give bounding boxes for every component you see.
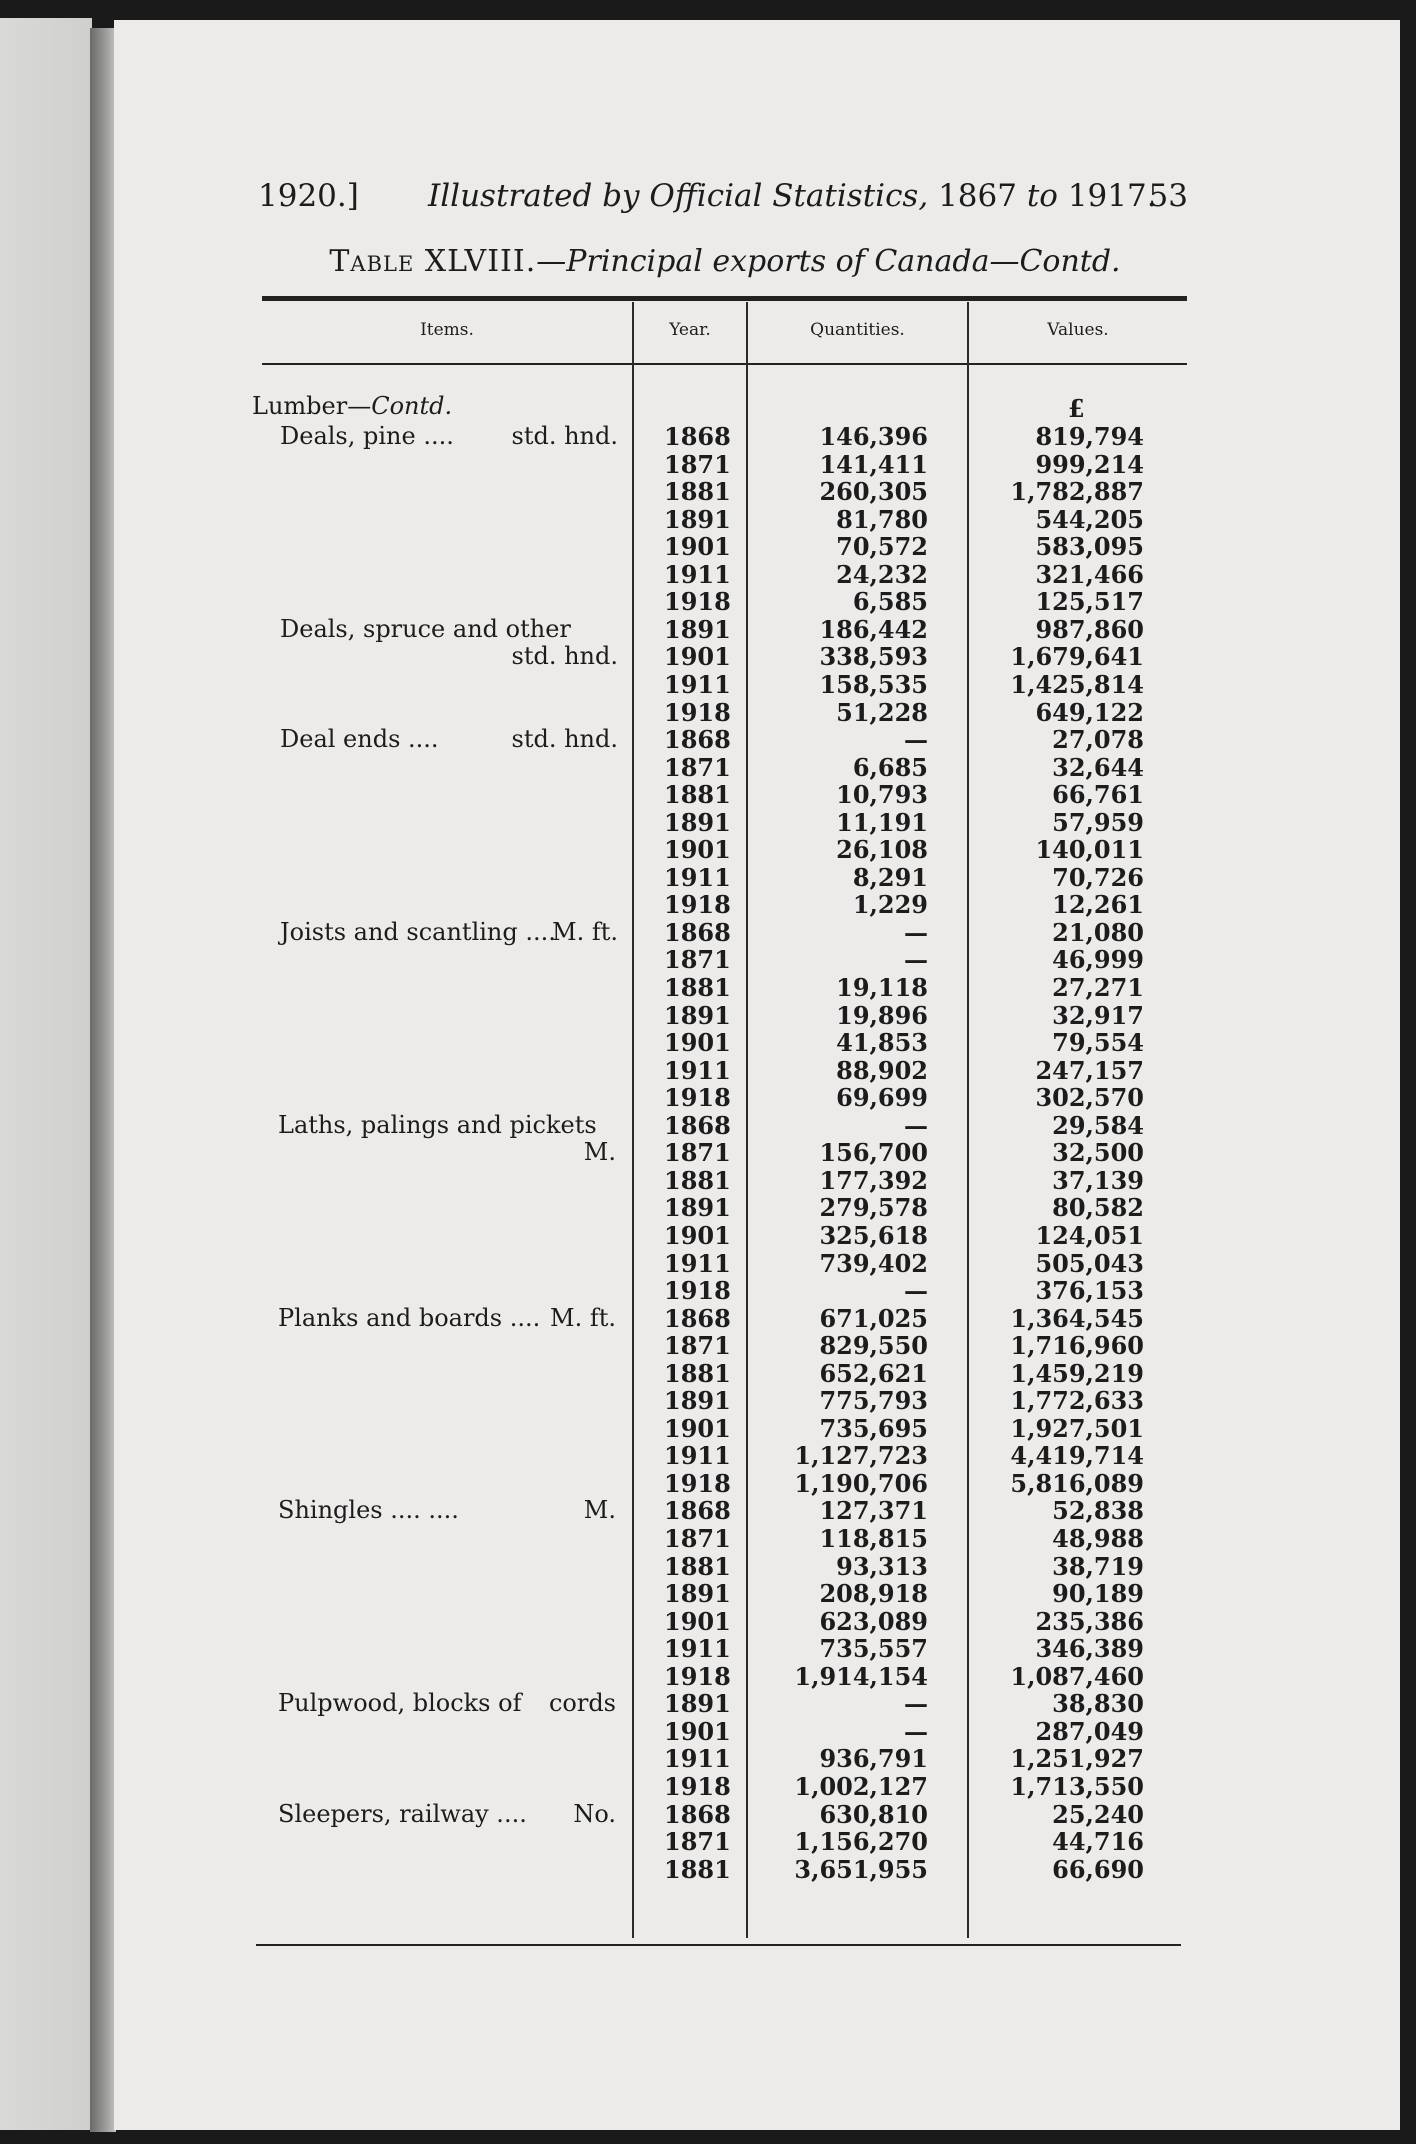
table-row <box>640 1332 1160 1360</box>
table-row <box>640 699 1160 727</box>
item-label-line <box>278 1690 616 1718</box>
quantity-cell: 26,108 <box>836 835 928 865</box>
year-cell: 1901 <box>664 1606 731 1636</box>
value-cell: 25,240 <box>1052 1799 1144 1829</box>
quantity-cell: 81,780 <box>836 504 928 534</box>
table-row <box>640 864 1160 892</box>
table-row <box>640 1773 1160 1801</box>
column-header-quantities: Quantities. <box>810 320 905 340</box>
quantity-cell: 671,025 <box>819 1303 928 1333</box>
table-label: Table XLVIII. <box>329 244 537 279</box>
year-cell: 1891 <box>664 504 731 534</box>
table-row <box>640 1029 1160 1057</box>
quantity-cell: 1,156,270 <box>794 1827 928 1857</box>
section-contd: Contd. <box>371 392 453 420</box>
year-cell: 1911 <box>664 1055 731 1085</box>
table-row <box>640 1139 1160 1167</box>
year-cell: 1891 <box>664 1579 731 1609</box>
quantity-cell: 158,535 <box>819 669 928 699</box>
running-head-title <box>428 178 1157 214</box>
table-bottom-rule <box>256 1944 1181 1946</box>
table-row <box>640 891 1160 919</box>
quantity-cell: 141,411 <box>819 449 928 479</box>
year-cell: 1871 <box>664 945 731 975</box>
table-row <box>640 946 1160 974</box>
year-cell: 1901 <box>664 642 731 672</box>
year-cell: 1871 <box>664 1331 731 1361</box>
item-name: Deal ends .... <box>280 725 439 754</box>
year-cell: 1901 <box>664 835 731 865</box>
value-cell: 80,582 <box>1052 1193 1144 1223</box>
table-row <box>640 1387 1160 1415</box>
item-name: Shingles .... .... <box>278 1496 459 1525</box>
quantity-cell: 6,585 <box>852 587 928 617</box>
item-name: Laths, palings and pickets <box>278 1110 597 1139</box>
table-row <box>640 809 1160 837</box>
value-cell: 321,466 <box>1035 559 1144 589</box>
section-heading <box>252 392 452 420</box>
year-cell: 1918 <box>664 697 731 727</box>
table-row <box>640 1112 1160 1140</box>
quantity-cell: 279,578 <box>819 1193 928 1223</box>
year-cell: 1901 <box>664 1220 731 1250</box>
item-label <box>278 1497 616 1525</box>
quantity-cell: 41,853 <box>836 1028 928 1058</box>
year-cell: 1891 <box>664 1000 731 1030</box>
table-row <box>640 1194 1160 1222</box>
item-label <box>278 1801 616 1829</box>
quantity-cell: — <box>904 1689 928 1719</box>
value-cell: 48,988 <box>1052 1524 1144 1553</box>
quantity-cell: 70,572 <box>836 532 928 562</box>
value-cell: 27,271 <box>1052 973 1144 1002</box>
header-bottom-rule <box>262 363 1187 365</box>
item-unit: No. <box>573 1799 616 1828</box>
value-cell: 57,959 <box>1052 807 1144 837</box>
running-head-title-end: 1917. <box>1067 178 1157 214</box>
value-cell: 544,205 <box>1035 504 1144 534</box>
item-name: Sleepers, railway .... <box>278 1799 527 1828</box>
value-cell: 1,087,460 <box>1010 1661 1144 1691</box>
quantity-cell: 739,402 <box>819 1248 928 1278</box>
quantity-cell: 936,791 <box>819 1744 928 1774</box>
table-row <box>640 1277 1160 1305</box>
table-row <box>640 616 1160 644</box>
quantity-cell: 19,118 <box>836 973 928 1002</box>
value-cell: 505,043 <box>1035 1248 1144 1278</box>
item-unit: M. <box>583 1138 616 1167</box>
table-row <box>640 1497 1160 1525</box>
table-row <box>640 478 1160 506</box>
quantity-cell: — <box>904 917 928 947</box>
value-cell: 4,419,714 <box>1010 1441 1144 1471</box>
quantity-cell: 3,651,955 <box>794 1854 928 1884</box>
quantity-cell: 1,002,127 <box>794 1771 928 1801</box>
value-cell: 29,584 <box>1052 1110 1144 1140</box>
item-label-line <box>280 616 618 644</box>
value-cell: 32,917 <box>1052 1000 1144 1030</box>
quantity-cell: — <box>904 1716 928 1746</box>
year-cell: 1871 <box>664 752 731 782</box>
table-row <box>640 588 1160 616</box>
table-caption: —Principal exports of Canada—Contd. <box>536 244 1121 279</box>
facing-page-edge <box>0 18 92 2130</box>
item-unit: M. ft. <box>550 1303 616 1332</box>
year-cell: 1911 <box>664 862 731 892</box>
year-cell: 1911 <box>664 1248 731 1278</box>
value-cell: 1,713,550 <box>1010 1771 1144 1801</box>
item-unit: std. hnd. <box>511 422 618 450</box>
value-cell: 302,570 <box>1035 1083 1144 1113</box>
year-cell: 1911 <box>664 669 731 699</box>
quantity-cell: 208,918 <box>819 1579 928 1609</box>
table-row <box>640 671 1160 699</box>
item-unit: M. ft. <box>552 917 618 946</box>
table-row <box>640 781 1160 809</box>
year-cell: 1868 <box>664 1496 731 1526</box>
table-row <box>640 506 1160 534</box>
quantity-cell: 1,229 <box>852 890 928 920</box>
table-row <box>640 1525 1160 1553</box>
table-row <box>640 451 1160 479</box>
year-cell: 1918 <box>664 890 731 920</box>
year-cell: 1911 <box>664 559 731 589</box>
quantity-cell: — <box>904 1276 928 1306</box>
year-cell: 1918 <box>664 1661 731 1691</box>
column-header-year: Year. <box>669 320 711 340</box>
value-cell: 1,782,887 <box>1010 477 1144 507</box>
quantity-cell: 260,305 <box>819 477 928 507</box>
table-row <box>640 1856 1160 1884</box>
table-row <box>640 1553 1160 1581</box>
currency-symbol: £ <box>1068 394 1085 423</box>
table-top-rule <box>262 296 1187 301</box>
quantity-cell: 186,442 <box>819 614 928 644</box>
value-cell: 66,761 <box>1052 780 1144 810</box>
value-cell: 1,459,219 <box>1010 1358 1144 1388</box>
running-head-title-italic: Illustrated by Official Statistics, <box>428 178 929 214</box>
item-label <box>278 1690 616 1718</box>
table-row <box>640 643 1160 671</box>
table-row <box>640 1442 1160 1470</box>
value-cell: 46,999 <box>1052 945 1144 975</box>
item-name: Deals, pine .... <box>280 422 454 450</box>
value-cell: 52,838 <box>1052 1496 1144 1526</box>
quantity-cell: 118,815 <box>819 1524 928 1553</box>
table-row <box>640 1635 1160 1663</box>
item-name: Joists and scantling .... <box>280 917 556 946</box>
year-cell: 1868 <box>664 1110 731 1140</box>
table-title <box>260 244 1190 279</box>
table-row <box>640 1580 1160 1608</box>
value-cell: 247,157 <box>1035 1055 1144 1085</box>
year-cell: 1868 <box>664 422 731 451</box>
table-row <box>640 533 1160 561</box>
year-cell: 1891 <box>664 1386 731 1416</box>
table-row <box>640 836 1160 864</box>
quantity-cell: 93,313 <box>836 1551 928 1581</box>
quantity-cell: 11,191 <box>836 807 928 837</box>
year-cell: 1881 <box>664 973 731 1002</box>
year-cell: 1891 <box>664 1193 731 1223</box>
value-cell: 5,816,089 <box>1010 1468 1144 1498</box>
value-cell: 44,716 <box>1052 1827 1144 1857</box>
quantity-cell: 127,371 <box>819 1496 928 1526</box>
quantity-cell: 88,902 <box>836 1055 928 1085</box>
quantity-cell: 10,793 <box>836 780 928 810</box>
item-unit: M. <box>583 1496 616 1525</box>
value-cell: 649,122 <box>1035 697 1144 727</box>
quantity-cell: 177,392 <box>819 1165 928 1195</box>
value-cell: 66,690 <box>1052 1854 1144 1884</box>
item-label <box>280 423 618 451</box>
value-cell: 1,927,501 <box>1010 1413 1144 1443</box>
item-label <box>278 1112 616 1167</box>
value-cell: 37,139 <box>1052 1165 1144 1195</box>
column-header-values: Values. <box>1047 320 1109 340</box>
quantity-cell: 1,127,723 <box>794 1441 928 1471</box>
table-row <box>640 1084 1160 1112</box>
value-cell: 1,772,633 <box>1010 1386 1144 1416</box>
table-row <box>640 1002 1160 1030</box>
year-cell: 1901 <box>664 1716 731 1746</box>
quantity-cell: 156,700 <box>819 1138 928 1168</box>
item-name: Planks and boards .... <box>278 1303 541 1332</box>
item-label-line <box>278 1305 616 1333</box>
item-unit: cords <box>548 1689 616 1718</box>
quantity-cell: 829,550 <box>819 1331 928 1361</box>
year-cell: 1901 <box>664 1028 731 1058</box>
table-row <box>640 1690 1160 1718</box>
page-number: 53 <box>1148 178 1188 214</box>
year-cell: 1871 <box>664 1827 731 1857</box>
item-label-line <box>280 726 618 754</box>
value-cell: 346,389 <box>1035 1634 1144 1664</box>
quantity-cell: 325,618 <box>819 1220 928 1250</box>
value-cell: 70,726 <box>1052 862 1144 892</box>
year-cell: 1918 <box>664 1276 731 1306</box>
running-head-title-years: 1867 <box>938 178 1017 214</box>
value-cell: 27,078 <box>1052 725 1144 755</box>
quantity-cell: 24,232 <box>836 559 928 589</box>
column-header-items: Items. <box>420 320 474 340</box>
year-cell: 1881 <box>664 1358 731 1388</box>
year-cell: 1871 <box>664 1138 731 1168</box>
quantity-cell: 69,699 <box>836 1083 928 1113</box>
value-cell: 79,554 <box>1052 1028 1144 1058</box>
quantity-cell: 338,593 <box>819 642 928 672</box>
value-cell: 235,386 <box>1035 1606 1144 1636</box>
value-cell: 999,214 <box>1035 449 1144 479</box>
year-cell: 1918 <box>664 1771 731 1801</box>
item-unit: std. hnd. <box>511 725 618 754</box>
table-row <box>640 1828 1160 1856</box>
value-cell: 819,794 <box>1035 422 1144 451</box>
item-unit: std. hnd. <box>511 642 618 671</box>
value-cell: 287,049 <box>1035 1716 1144 1746</box>
table-row <box>640 423 1160 451</box>
year-cell: 1868 <box>664 725 731 755</box>
quantity-cell: 51,228 <box>836 697 928 727</box>
value-cell: 32,644 <box>1052 752 1144 782</box>
year-cell: 1891 <box>664 614 731 644</box>
year-cell: 1871 <box>664 449 731 479</box>
item-label-line <box>280 423 618 451</box>
value-cell: 1,425,814 <box>1010 669 1144 699</box>
year-cell: 1901 <box>664 532 731 562</box>
year-cell: 1868 <box>664 917 731 947</box>
value-cell: 12,261 <box>1052 890 1144 920</box>
table-row <box>640 1360 1160 1388</box>
table-row <box>640 1663 1160 1691</box>
book-gutter <box>90 28 116 2132</box>
year-cell: 1881 <box>664 1551 731 1581</box>
year-cell: 1911 <box>664 1744 731 1774</box>
item-label <box>280 919 618 947</box>
table-row <box>640 1745 1160 1773</box>
table-row <box>640 1167 1160 1195</box>
table-row <box>640 561 1160 589</box>
value-cell: 140,011 <box>1035 835 1144 865</box>
quantity-cell: 1,914,154 <box>794 1661 928 1691</box>
table-row <box>640 974 1160 1002</box>
item-label <box>280 726 618 754</box>
value-cell: 21,080 <box>1052 917 1144 947</box>
year-cell: 1881 <box>664 780 731 810</box>
value-cell: 1,251,927 <box>1010 1744 1144 1774</box>
table-row <box>640 1222 1160 1250</box>
year-cell: 1901 <box>664 1413 731 1443</box>
item-label-line <box>278 1112 616 1140</box>
year-cell: 1881 <box>664 1854 731 1884</box>
item-label <box>278 1305 616 1333</box>
value-cell: 38,719 <box>1052 1551 1144 1581</box>
quantity-cell: 6,685 <box>852 752 928 782</box>
table-row <box>640 1250 1160 1278</box>
table-row <box>640 919 1160 947</box>
value-cell: 1,679,641 <box>1010 642 1144 672</box>
year-cell: 1911 <box>664 1441 731 1471</box>
year-cell: 1918 <box>664 587 731 617</box>
quantity-cell: 146,396 <box>819 422 928 451</box>
table-row <box>640 1718 1160 1746</box>
running-head-title-to: to <box>1026 178 1058 214</box>
quantity-cell: 735,557 <box>819 1634 928 1664</box>
year-cell: 1911 <box>664 1634 731 1664</box>
quantity-cell: — <box>904 1110 928 1140</box>
running-head <box>258 178 1188 218</box>
year-cell: 1868 <box>664 1799 731 1829</box>
value-cell: 583,095 <box>1035 532 1144 562</box>
year-cell: 1881 <box>664 477 731 507</box>
item-label <box>280 616 618 671</box>
item-label-line <box>280 643 618 671</box>
value-cell: 38,830 <box>1052 1689 1144 1719</box>
quantity-cell: 652,621 <box>819 1358 928 1388</box>
item-name: Deals, spruce and other <box>280 614 571 643</box>
value-cell: 1,364,545 <box>1010 1303 1144 1333</box>
quantity-cell: 8,291 <box>852 862 928 892</box>
year-cell: 1918 <box>664 1468 731 1498</box>
column-divider-items-year <box>632 302 634 1938</box>
quantity-cell: — <box>904 945 928 975</box>
table-row <box>640 1305 1160 1333</box>
section-name: Lumber— <box>252 392 372 420</box>
value-cell: 987,860 <box>1035 614 1144 644</box>
year-cell: 1891 <box>664 1689 731 1719</box>
quantity-cell: 775,793 <box>819 1386 928 1416</box>
quantity-cell: 735,695 <box>819 1413 928 1443</box>
table-row <box>640 1057 1160 1085</box>
table-row <box>640 726 1160 754</box>
quantity-cell: 623,089 <box>819 1606 928 1636</box>
item-label-line <box>278 1497 616 1525</box>
table-row <box>640 754 1160 782</box>
value-cell: 32,500 <box>1052 1138 1144 1168</box>
quantity-cell: 1,190,706 <box>794 1468 928 1498</box>
value-cell: 124,051 <box>1035 1220 1144 1250</box>
item-name: Pulpwood, blocks of <box>278 1689 522 1718</box>
value-cell: 125,517 <box>1035 587 1144 617</box>
item-label-line <box>278 1139 616 1167</box>
table-row <box>640 1470 1160 1498</box>
year-cell: 1868 <box>664 1303 731 1333</box>
table-row <box>640 1415 1160 1443</box>
year-cell: 1871 <box>664 1524 731 1553</box>
running-head-year: 1920.] <box>258 178 359 214</box>
item-label-line <box>280 919 618 947</box>
table-row <box>640 1801 1160 1829</box>
item-label-line <box>278 1801 616 1829</box>
table-row <box>640 1608 1160 1636</box>
quantity-cell: 630,810 <box>819 1799 928 1829</box>
quantity-cell: — <box>904 725 928 755</box>
value-cell: 376,153 <box>1035 1276 1144 1306</box>
year-cell: 1918 <box>664 1083 731 1113</box>
year-cell: 1891 <box>664 807 731 837</box>
value-cell: 1,716,960 <box>1010 1331 1144 1361</box>
quantity-cell: 19,896 <box>836 1000 928 1030</box>
year-cell: 1881 <box>664 1165 731 1195</box>
value-cell: 90,189 <box>1052 1579 1144 1609</box>
